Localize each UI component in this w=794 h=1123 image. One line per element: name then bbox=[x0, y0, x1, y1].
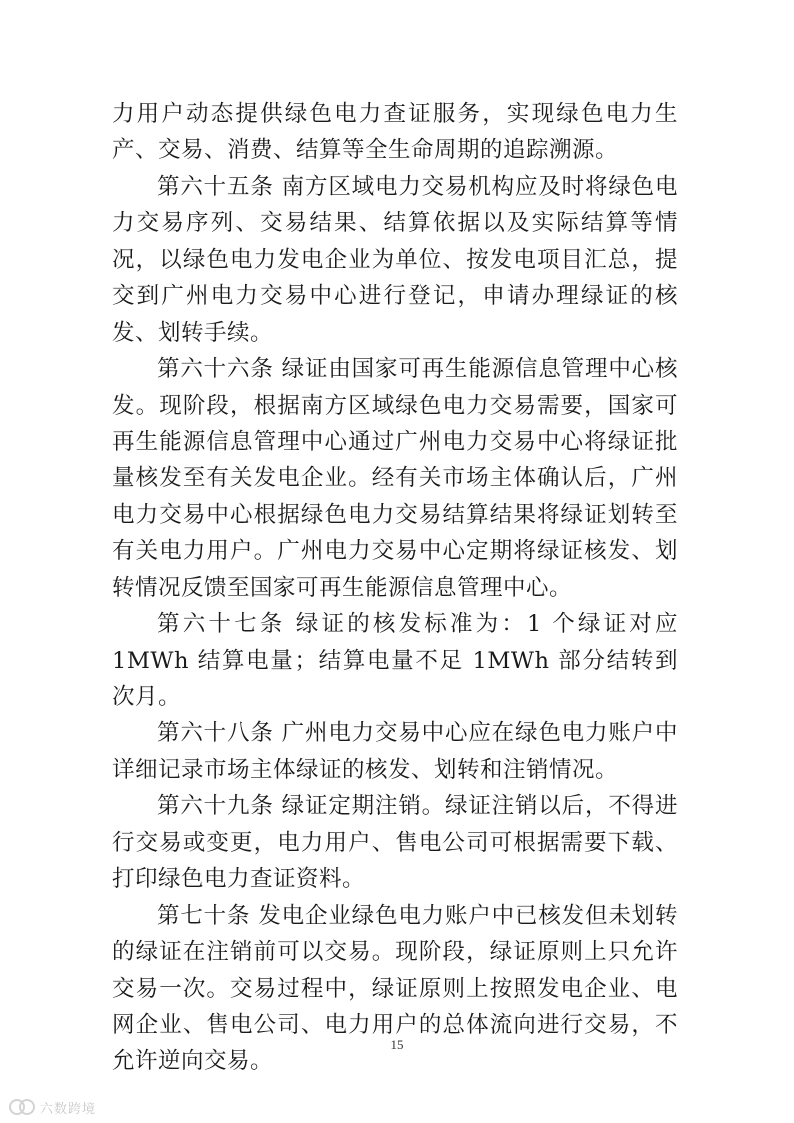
page-number: 15 bbox=[390, 1037, 404, 1052]
paragraph-article-69: 第六十九条 绿证定期注销。绿证注销以后，不得进行交易或变更，电力用户、售电公司可根据需要下载、打印绿色电力查证资料。 bbox=[112, 793, 678, 893]
paragraph-article-70: 第七十条 发电企业绿色电力账户中已核发但未划转的绿证在注销前可以交易。现阶段，绿证原则上只允许交易一次。交易过程中，绿证原则上按照发电企业、电网企业、售电公司、电力用户的总体流向进行交易，不允许逆向交易。 bbox=[112, 902, 678, 1075]
watermark-logo-icon bbox=[8, 1098, 36, 1116]
paragraph-article-67: 第六十七条 绿证的核发标准为：1 个绿证对应 1MWh 结算电量；结算电量不足 1MWh 部分结转到次月。 bbox=[112, 611, 678, 710]
paragraph-continued: 力用户动态提供绿色电力查证服务，实现绿色电力生产、交易、消费、结算等全生命周期的追踪溯源。 bbox=[112, 101, 678, 164]
document-body bbox=[112, 96, 678, 1080]
paragraph-article-68: 第六十八条 广州电力交易中心应在绿色电力账户中详细记录市场主体绿证的核发、划转和注销情况。 bbox=[112, 720, 678, 783]
paragraph-article-65: 第六十五条 南方区域电力交易机构应及时将绿色电力交易序列、交易结果、结算依据以及实际结算等情况，以绿色电力发电企业为单位、按发电项目汇总，提交到广州电力交易中心进行登记，申请办理绿证的核发、划转手续。 bbox=[112, 173, 678, 346]
watermark bbox=[8, 1096, 96, 1118]
watermark-text: 六数跨境 bbox=[40, 1101, 97, 1117]
paragraph-article-66: 第六十六条 绿证由国家可再生能源信息管理中心核发。现阶段，根据南方区域绿色电力交易需要，国家可再生能源信息管理中心通过广州电力交易中心将绿证批量核发至有关发电企业。经有关市场主体确认后，广州电力交易中心根据绿色电力交易结算结果将绿证划转至有关电力用户。广州电力交易中心定期将绿证核发、划转情况反馈至国家可再生能源信息管理中心。 bbox=[112, 356, 678, 601]
